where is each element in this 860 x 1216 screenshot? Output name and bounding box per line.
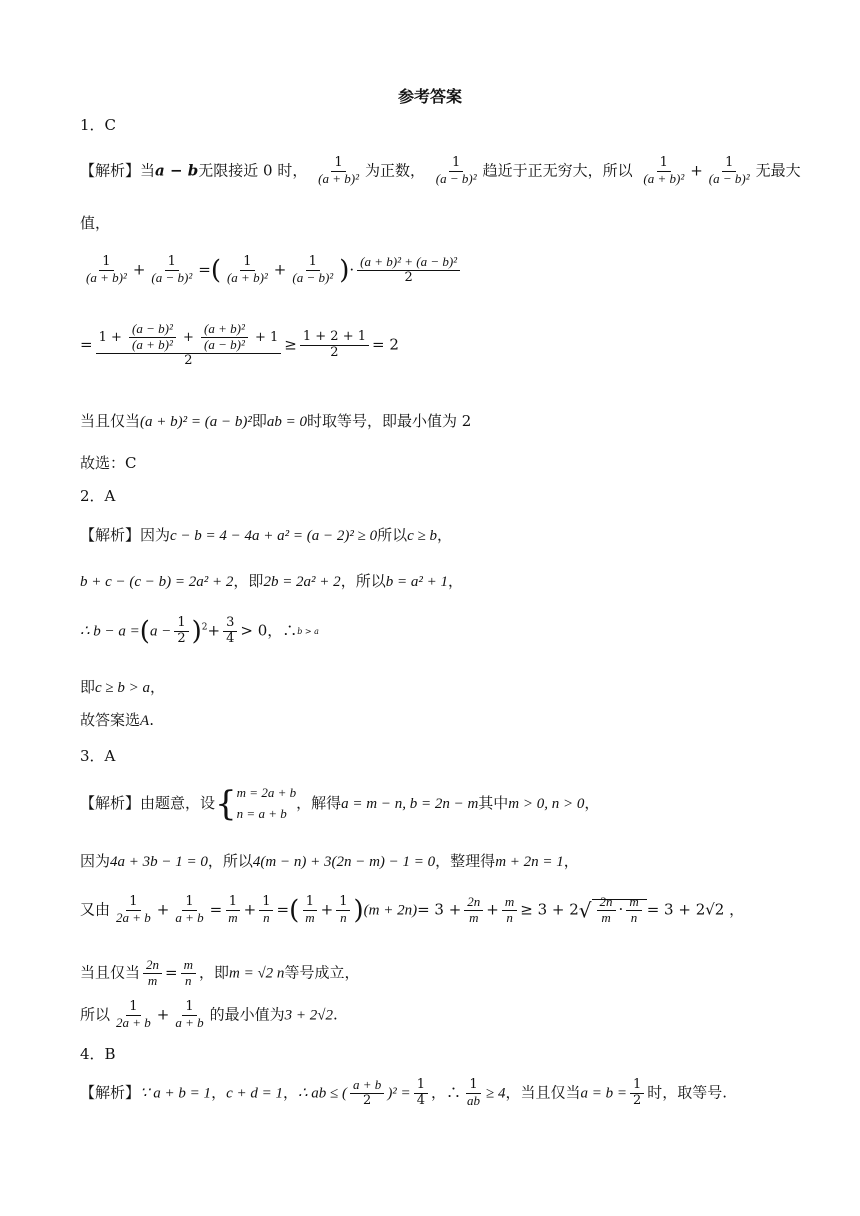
text: 所以	[80, 1005, 111, 1024]
text: ，	[584, 793, 600, 812]
text: 当	[140, 161, 156, 180]
text: .	[333, 1005, 338, 1024]
q2-heading: 2．A	[80, 487, 116, 505]
text: ，整理得	[435, 852, 496, 870]
text: 时取等号，即最小值为 2	[307, 412, 472, 430]
expr: ∴ ab ≤ (	[298, 1085, 348, 1102]
q3-line-2	[80, 850, 579, 871]
analysis-tag: 【解析】	[80, 793, 141, 812]
text: 即	[251, 412, 267, 430]
expr: ≥ 4	[486, 1085, 506, 1102]
analysis-tag: 【解析】	[80, 161, 141, 180]
text: 当且仅当	[80, 412, 141, 430]
expr: b > a	[297, 626, 319, 636]
text: 为正数，	[364, 161, 425, 180]
expr: a = b =	[580, 1085, 627, 1102]
text: 趋近于正无穷大，所以	[482, 161, 633, 180]
q3-line-4: 当且仅当 $\frac{2n}{m}$ = $\frac{m}{n}$ ，即m = √2 n等号成立，	[80, 957, 360, 988]
fraction: $\frac{1}{\text{(a − b)²}}$	[435, 155, 477, 186]
q2-line-3: ∴ b − a =(a − $\frac{1}{2}$ )$^2$+ $\frac{3}{4}$ > 0，∴b > a	[80, 615, 319, 647]
expr: c ≥ b	[407, 528, 438, 544]
q1-heading: 1．C	[80, 116, 117, 134]
equation: m = 2a + b	[236, 785, 297, 800]
text: 当且仅当	[80, 963, 141, 982]
text: 无最大	[755, 161, 801, 180]
expr: 4(m − n) + 3(2n − m) − 1 = 0	[252, 854, 436, 870]
expr: > 0	[240, 621, 268, 640]
q4-line-1: 【解析】∵ a + b = 1，c + d = 1，∴ ab ≤ ( $\frac{a + b}{2}$ )² = $\frac{1}{4}$ ，∴ $\frac{1}{ab}$ ≥ 4，当且仅当a = b = $\frac{1}{2}$ 时，取等号.	[80, 1077, 728, 1108]
text: ，所以	[207, 852, 253, 870]
expr: )² =	[387, 1085, 411, 1102]
page-title: 参考答案	[397, 87, 462, 106]
analysis-tag: 【解析】	[80, 526, 141, 544]
q1-line-1: 【解析】当a − b无限接近 0 时， $\frac{1}{\text{(a + b)²}}$ 为正数， $\frac{1}{\text{(a − b)²}}$ 趋近于正无穷大，所以 $\frac{1}{\text{(a + b)²}}$ + $\frac{1}{\text{(a − b)²}}$ 无最大	[80, 155, 801, 186]
q3-heading: 3．A	[80, 747, 116, 765]
q3-line-3: 又由 $\frac{1}{2a + b}$ + $\frac{1}{a + b}$ = $\frac{1}{m}$ + $\frac{1}{n}$ =( $\frac{1}{m}$ + $\frac{1}{n}$ )(m + 2n)= 3 + $\frac{2n}{m}$ + $\frac{m}{n}$ ≥ 3 + 2√ $\frac{2n}{m}$ · $\frac{m}{n}$ = 3 + 2√2 ，	[80, 894, 745, 926]
text: ，	[150, 678, 166, 696]
q2-line-1	[80, 524, 452, 545]
expr: m > 0, n > 0	[508, 795, 585, 812]
text: ，	[282, 1083, 298, 1102]
expr: c + d = 1	[226, 1085, 283, 1102]
q2-line-5	[80, 709, 154, 730]
text: 的最小值为	[209, 1005, 285, 1024]
expr: c − b = 4 − 4a + a² = (a − 2)² ≥ 0	[170, 528, 378, 544]
text: ，	[430, 1083, 446, 1102]
q3-line-5: 所以 $\frac{1}{2a + b}$ + $\frac{1}{a + b}$ 的最小值为3 + 2√2.	[80, 999, 338, 1030]
text: 因为	[140, 526, 171, 544]
text: 又由	[80, 900, 111, 919]
text: 因为	[80, 852, 111, 870]
expr: c ≥ b > a	[95, 680, 151, 696]
fraction: $\frac{1}{\text{(a + b)²}}$	[643, 155, 685, 186]
expr: ab = 0	[266, 414, 307, 430]
expr: m + 2n = 1	[495, 854, 564, 870]
text: ，	[563, 852, 579, 870]
q1-line-6: 当且仅当(a + b)² = (a − b)²即ab = 0时取等号，即最小值为 2	[80, 412, 472, 430]
fraction: $\frac{1}{\text{(a + b)²}}$	[318, 155, 359, 186]
expr: 3 + 2√2	[284, 1007, 334, 1024]
text: ，所以	[340, 572, 386, 590]
text: ，	[211, 1083, 227, 1102]
expr: m = √2 n	[229, 965, 285, 982]
q1-answer: 故选：C	[80, 454, 137, 472]
expr: ∴ b − a =	[80, 623, 140, 640]
text: ∴	[445, 1083, 461, 1102]
text: 无限接近 0 时，	[198, 161, 308, 180]
expr: 4a + 3b − 1 = 0	[110, 854, 208, 870]
fraction: $\frac{1}{\text{(a − b)²}}$	[708, 155, 750, 186]
q3-line-1: 【解析】由题意，设{ m = 2a + b n = a + b ，解得a = m − n, b = 2n − m其中m > 0, n > 0，	[80, 783, 600, 824]
text: 时，取等号.	[647, 1083, 728, 1102]
text: .	[149, 711, 154, 729]
expr: b + c − (c − b) = 2a² + 2	[80, 574, 234, 590]
expr: b = a² + 1	[385, 574, 448, 590]
q4-heading: 4．B	[80, 1045, 116, 1063]
text: 其中	[478, 793, 509, 812]
text: ，解得	[296, 793, 342, 812]
text: 故答案选	[80, 711, 141, 729]
expr: ∵ a + b = 1	[140, 1085, 212, 1102]
text: ，当且仅当	[505, 1083, 581, 1102]
text: +	[207, 621, 221, 640]
text: 由题意，设	[140, 793, 216, 812]
expr: a − b	[155, 161, 199, 180]
text: ，	[437, 526, 453, 544]
q1-formula-2: = 1 + $\frac{\text{(a − b)²}}{\text{(a + b)²}}$ + $\frac{\text{(a + b)²}}{\text{(a − b)²}}$ + 1 2 ≥ $\frac{1 + 2 + 1}{2}$ = 2	[80, 321, 399, 368]
q2-line-4	[80, 676, 165, 697]
analysis-tag: 【解析】	[80, 1083, 141, 1102]
text: 即	[80, 678, 96, 696]
text: 所以	[377, 526, 408, 544]
text: ，∴	[267, 621, 298, 640]
expr: a = m − n, b = 2n − m	[341, 795, 479, 812]
text: ，	[447, 572, 463, 590]
q2-line-2	[80, 570, 463, 591]
q1-formula-1: $\frac{1}{\text{(a + b)²}}$ + $\frac{1}{\text{(a − b)²}}$ =( $\frac{1}{\text{(a + b)²}}$ + $\frac{1}{\text{(a − b)²}}$ )· $\frac{\text{(a + b)² + (a − b)²}}{2}$	[80, 255, 463, 286]
expr: A	[140, 713, 150, 729]
text: 等号成立，	[284, 963, 360, 982]
text: ，即	[198, 963, 229, 982]
text: ，即	[233, 572, 264, 590]
equation: n = a + b	[236, 805, 287, 821]
expr: 2b = 2a² + 2	[263, 574, 341, 590]
q1-line-2: 值，	[80, 214, 111, 232]
